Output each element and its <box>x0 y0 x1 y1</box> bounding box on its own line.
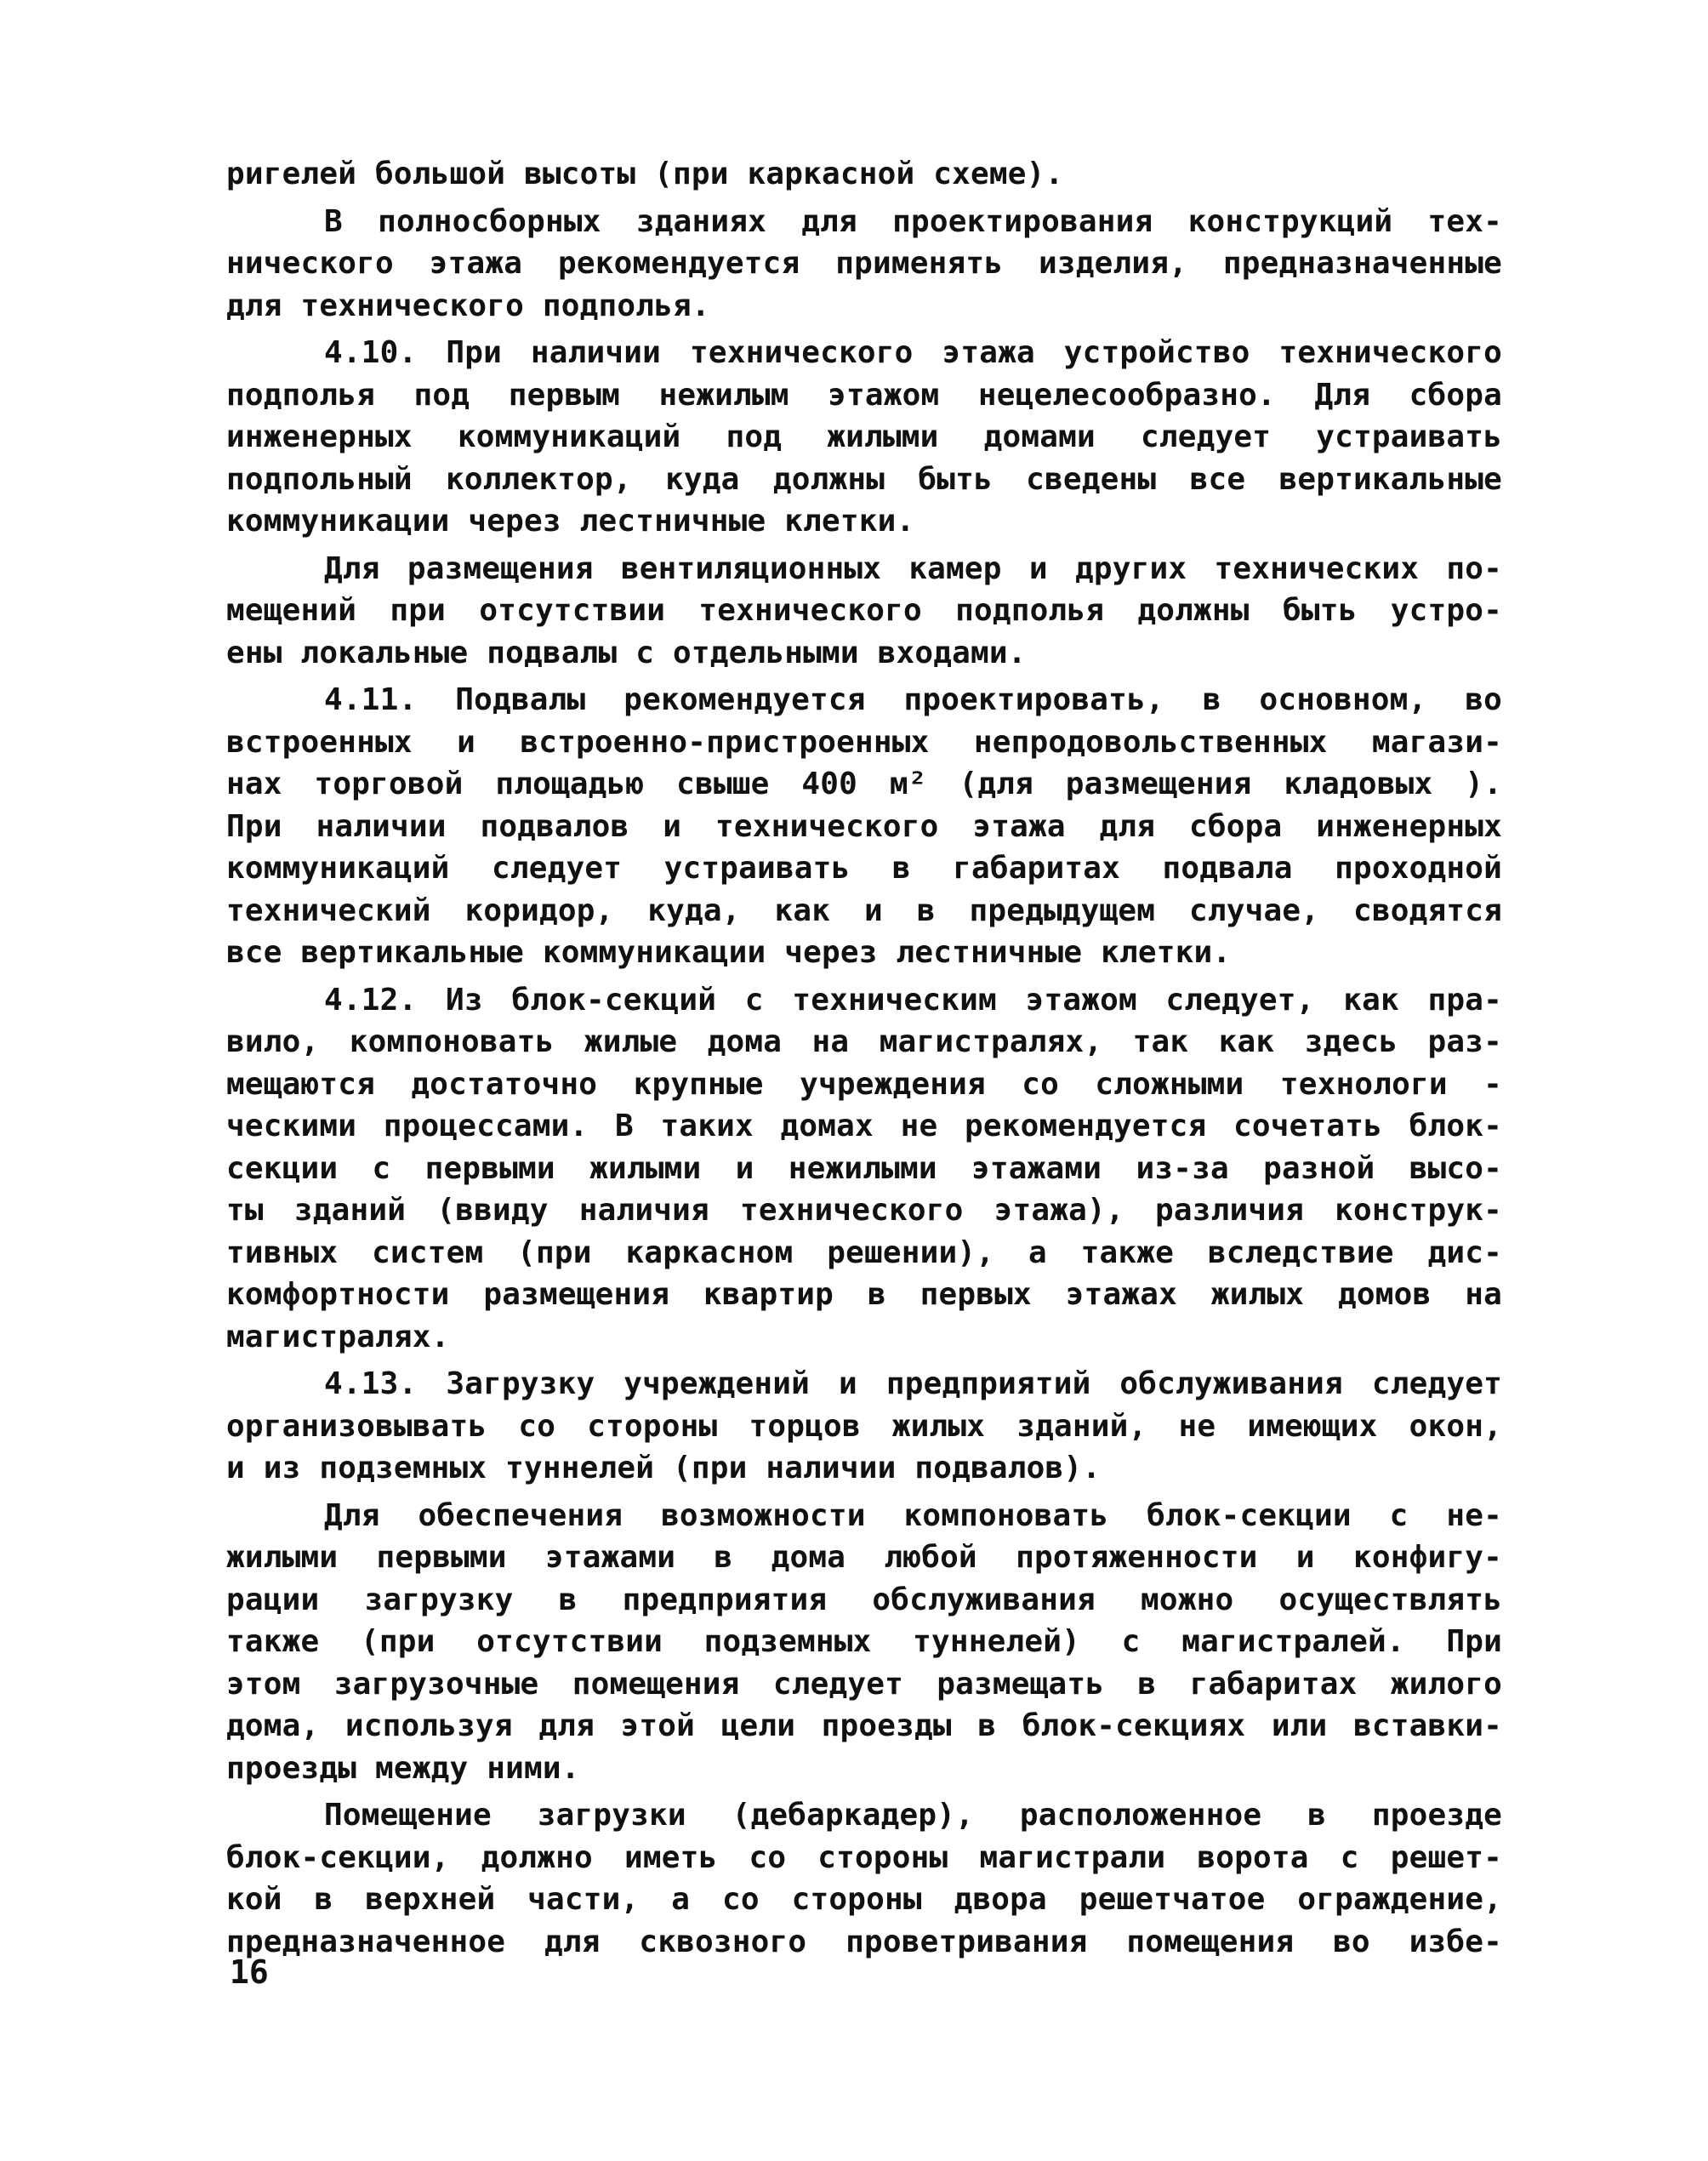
text-line: комфортности размещения квартир в первых этажах жилых домов на <box>226 1277 1502 1312</box>
text-line: также (при отсутствии подземных туннелей) с магистралей. При <box>226 1624 1502 1659</box>
paragraph <box>226 679 1502 974</box>
text-line: коммуникации через лестничные клетки. <box>226 504 915 539</box>
paragraph <box>226 548 1502 675</box>
text-line: организовывать со стороны торцов жилых зданий, не имеющих окон, <box>226 1408 1502 1444</box>
text-line: этом загрузочные помещения следует размещать в габаритах жилого <box>226 1666 1502 1702</box>
text-line: Для размещения вентиляционных камер и других технических по- <box>324 550 1502 586</box>
text-line: и из подземных туннелей (при наличии подвалов). <box>226 1451 1102 1485</box>
text-line: блок-секции, должно иметь со стороны магистрали ворота с решет- <box>226 1839 1502 1875</box>
text-line: нического этажа рекомендуется применять изделия, предназначенные <box>226 246 1502 281</box>
text-line: жилыми первыми этажами в дома любой протяженности и конфигу- <box>226 1540 1502 1575</box>
text-line: подполья под первым нежилым этажом нецелесообразно. Для сбора <box>226 377 1502 413</box>
text-line: дома, используя для этой цели проезды в блок-секциях или вставки- <box>226 1708 1502 1743</box>
text-line: технический коридор, куда, как и в предыдущем случае, сводятся <box>226 892 1502 928</box>
paragraph <box>226 332 1502 543</box>
paragraph <box>226 1363 1502 1490</box>
text-line: В полносборных зданиях для проектирования конструкций тех- <box>324 203 1502 239</box>
text-line: предназначенное для сквозного проветривания помещения во избе- <box>226 1924 1502 1959</box>
text-line: Для обеспечения возможности компоновать блок-секции с не- <box>324 1497 1502 1533</box>
text-line: магистралях. <box>226 1319 450 1354</box>
text-line: 4.10. При наличии технического этажа устройство технического <box>324 335 1502 370</box>
page-number: 16 <box>230 1953 269 1991</box>
text-line: тивных систем (при каркасном решении), а также вследствие дис- <box>226 1234 1502 1270</box>
text-line: мещений при отсутствии технического подполья должны быть устро- <box>226 593 1502 628</box>
text-line: инженерных коммуникаций под жилыми домами следует устраивать <box>226 419 1502 454</box>
text-line: ты зданий (ввиду наличия технического этажа), различия конструк- <box>226 1193 1502 1228</box>
text-line: ригелей большой высоты (при каркасной схеме). <box>226 157 1064 191</box>
text-line: 4.12. Из блок-секций с техническим этажом следует, как пра- <box>324 982 1502 1018</box>
text-line: ены локальные подвалы с отдельными входами. <box>226 635 1027 670</box>
text-line: 4.11. Подвалы рекомендуется проектировать, в основном, во <box>324 682 1502 717</box>
text-line: кой в верхней части, а со стороны двора решетчатое ограждение, <box>226 1882 1502 1917</box>
text-line: для технического подполья. <box>226 288 710 323</box>
text-line: подпольный коллектор, куда должны быть сведены все вертикальные <box>226 461 1502 497</box>
text-line: все вертикальные коммуникации через лестничные клетки. <box>226 935 1232 970</box>
paragraph <box>226 1495 1502 1790</box>
paragraph <box>226 979 1502 1359</box>
paragraph <box>226 201 1502 328</box>
text-line: нах торговой площадью свыше 400 м² (для размещения кладовых ). <box>226 767 1502 801</box>
text-line: секции с первыми жилыми и нежилыми этажами из-за разной высо- <box>226 1150 1502 1186</box>
text-line: 4.13. Загрузку учреждений и предприятий обслуживания следует <box>324 1366 1502 1401</box>
text-line: коммуникаций следует устраивать в габаритах подвала проходной <box>226 851 1502 886</box>
paragraph <box>226 1794 1502 1963</box>
paragraph <box>226 153 1502 196</box>
text-line: Помещение загрузки (дебаркадер), расположенное в проезде <box>324 1798 1502 1833</box>
body-text <box>226 153 1502 1963</box>
text-line: мещаются достаточно крупные учреждения со сложными технологи - <box>226 1066 1502 1102</box>
text-line: проезды между ними. <box>226 1750 580 1786</box>
text-line: При наличии подвалов и технического этажа для сбора инженерных <box>226 808 1502 844</box>
text-line: рации загрузку в предприятия обслуживания можно осуществлять <box>226 1582 1502 1617</box>
text-line: встроенных и встроенно-пристроенных непродовольственных магази- <box>226 724 1502 760</box>
text-line: вило, компоновать жилые дома на магистралях, так как здесь раз- <box>226 1024 1502 1059</box>
text-line: ческими процессами. В таких домах не рекомендуется сочетать блок- <box>226 1109 1502 1143</box>
